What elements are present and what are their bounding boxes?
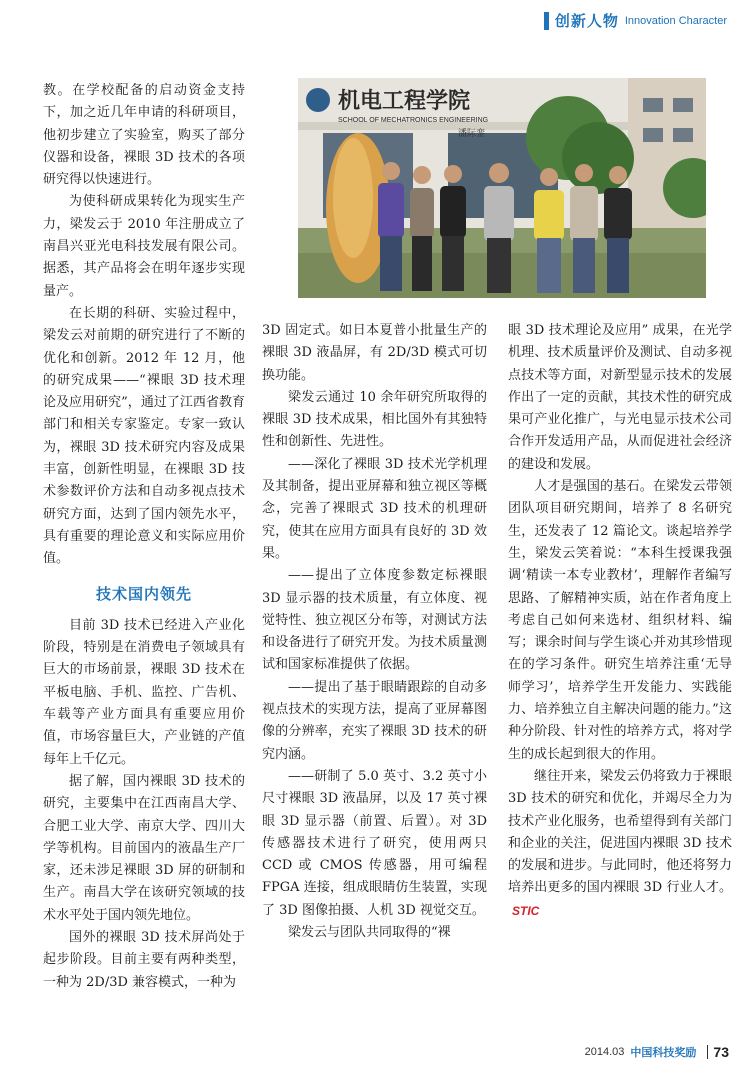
sign-main: 机电工程学院 bbox=[338, 89, 471, 114]
column-2 bbox=[262, 320, 487, 944]
paragraph: 眼 3D 技术理论及应用” 成果，在光学机理、技术质量评价及测试、自动多视点技术等方面，对新型显示技术的发展作出了一定的贡献，其技术性的研究成果可产业化推广，与光电显示技术公司合作开发适用产品，从而促进社会经济的建设和发展。 bbox=[508, 323, 732, 472]
column-3 bbox=[508, 320, 732, 923]
paragraph: ——研制了 5.0 英寸、3.2 英寸小尺寸裸眼 3D 液晶屏，以及 17 英寸裸眼 3D 显示器（前置、后置）。对 3D 传感器技术进行了研究，使用两只 CCD 或 CMOS 传感器，用可编程 FPGA 连接，组成眼睛仿生装置，实现了 3D 图像拍摄、人机 3D 视觉交互。 bbox=[262, 768, 487, 918]
page-number: 73 bbox=[713, 1044, 729, 1060]
paragraph: ——提出了立体度参数定标裸眼 3D 显示器的技术质量，有立体度、视觉特性、独立视区分布等，对测试方法和设备进行了研究开发。为技术质量测试和国家标准提供了依据。 bbox=[262, 568, 487, 673]
footer-divider bbox=[707, 1045, 708, 1059]
issue-date: 2014.03 bbox=[584, 1046, 625, 1058]
paragraph: 目前 3D 技术已经进入产业化阶段，特别是在消费电子领域具有巨大的市场前景，裸眼 3D 技术在平板电脑、手机、监控、广告机、车载等产业方面具有重要应用价值，市场容量巨大，产业链的产值每年上千亿元。 bbox=[43, 617, 245, 767]
paragraph: 梁发云通过 10 余年研究所取得的裸眼 3D 技术成果，相比国外有其独特性和创新性、先进性。 bbox=[262, 389, 487, 450]
paragraph: 梁发云与团队共同取得的“裸 bbox=[288, 925, 451, 941]
header-title-en: Innovation Character bbox=[624, 14, 727, 27]
header-title-cn: 创新人物 bbox=[554, 12, 619, 30]
magazine-name: 中国科技奖励 bbox=[630, 1046, 697, 1059]
paragraph bbox=[508, 766, 732, 923]
page-footer bbox=[585, 1044, 729, 1060]
paragraph-text: 继往开来，梁发云仍将致力于裸眼 3D 技术的研究和优化，并竭尽全力为技术产业化服务，也希望得到有关部门和企业的关注，促进国内裸眼 3D 技术的发展和进步。与此同时，他还将努力培养出更多的国内裸眼 3D 行业人才。 bbox=[508, 768, 732, 896]
paragraph: ——深化了裸眼 3D 技术光学机理及其制备，提出亚屏幕和独立视区等概念，完善了裸眼式 3D 技术的机理研究，使其在应用方面具有良好的 3D 效果。 bbox=[262, 456, 487, 561]
sign-small: 潘际銮 bbox=[458, 129, 486, 139]
header-accent-bar bbox=[544, 12, 549, 30]
paragraph: 教。在学校配备的启动资金支持下，加之近几年申请的科研项目，他初步建立了实验室，购买了部分仪器和设备，裸眼 3D 技术的各项研究得以快速进行。 bbox=[43, 83, 245, 188]
sign-sub: SCHOOL OF MECHATRONICS ENGINEERING bbox=[338, 117, 489, 124]
paragraph: 为使科研成果转化为现实生产力，梁发云于 2010 年注册成立了南昌兴亚光电科技发展有限公司。据悉，其产品将会在明年逐步实现量产。 bbox=[43, 194, 245, 299]
section-header bbox=[544, 10, 727, 31]
end-mark-logo: STIC bbox=[512, 903, 540, 918]
team-photo bbox=[298, 78, 706, 298]
paragraph: 国外的裸眼 3D 技术屏尚处于起步阶段。目前主要有两种类型，一种为 2D/3D 兼容模式，一种为 bbox=[43, 929, 245, 990]
column-1 bbox=[43, 80, 245, 994]
paragraph: 据了解，国内裸眼 3D 技术的研究，主要集中在江西南昌大学、合肥工业大学、南京大学、四川大学等机构。目前国内的液晶生产厂家，还未涉足裸眼 3D 屏的研制和生产。南昌大学在该研究领域的技术水平处于国内领先地位。 bbox=[43, 773, 245, 923]
paragraph: ——提出了基于眼睛跟踪的自动多视点技术的实现方法，提高了亚屏幕图像的分辨率，充实了裸眼 3D 技术的研究内涵。 bbox=[262, 679, 487, 762]
paragraph: 在长期的科研、实验过程中，梁发云对前期的研究进行了不断的优化和创新。2012 年 12 月，他的研究成果——“裸眼 3D 技术理论及应用研究”，通过了江西省教育部门和相关专家鉴定。专家一致认为，裸眼 3D 技术研究内容及成果丰富，创新性明显，在裸眼 3D 技术参数评价方法和自动多视点技术研究方面，达到了国内领先水平，具有重要的理论意义和实际应用价值。 bbox=[43, 305, 245, 567]
paragraph: 3D 固定式。如日本夏普小批量生产的裸眼 3D 液晶屏，有 2D/3D 模式可切换功能。 bbox=[262, 323, 487, 383]
section-title: 技术国内领先 bbox=[95, 584, 192, 603]
paragraph: 人才是强国的基石。在梁发云带领团队项目研究期间，培养了 8 名研究生，还发表了 12 篇论文。谈起培养学生，梁发云笑着说：“本科生授课我强调‘精读一本专业教材’，理解作者编写思路、了解精神实质，站在作者角度上考虑自己如何来选材、组织材料、编写；课余时间与学生谈心并劝其珍惜现在的学习条件。研究生培养注重‘无导师学习’，培养学生开发能力、实践能力、培养独立自主解决问题的能力。”这种分阶段、针对性的培养方式，将对学生的成长起到很大的作用。 bbox=[508, 479, 732, 762]
